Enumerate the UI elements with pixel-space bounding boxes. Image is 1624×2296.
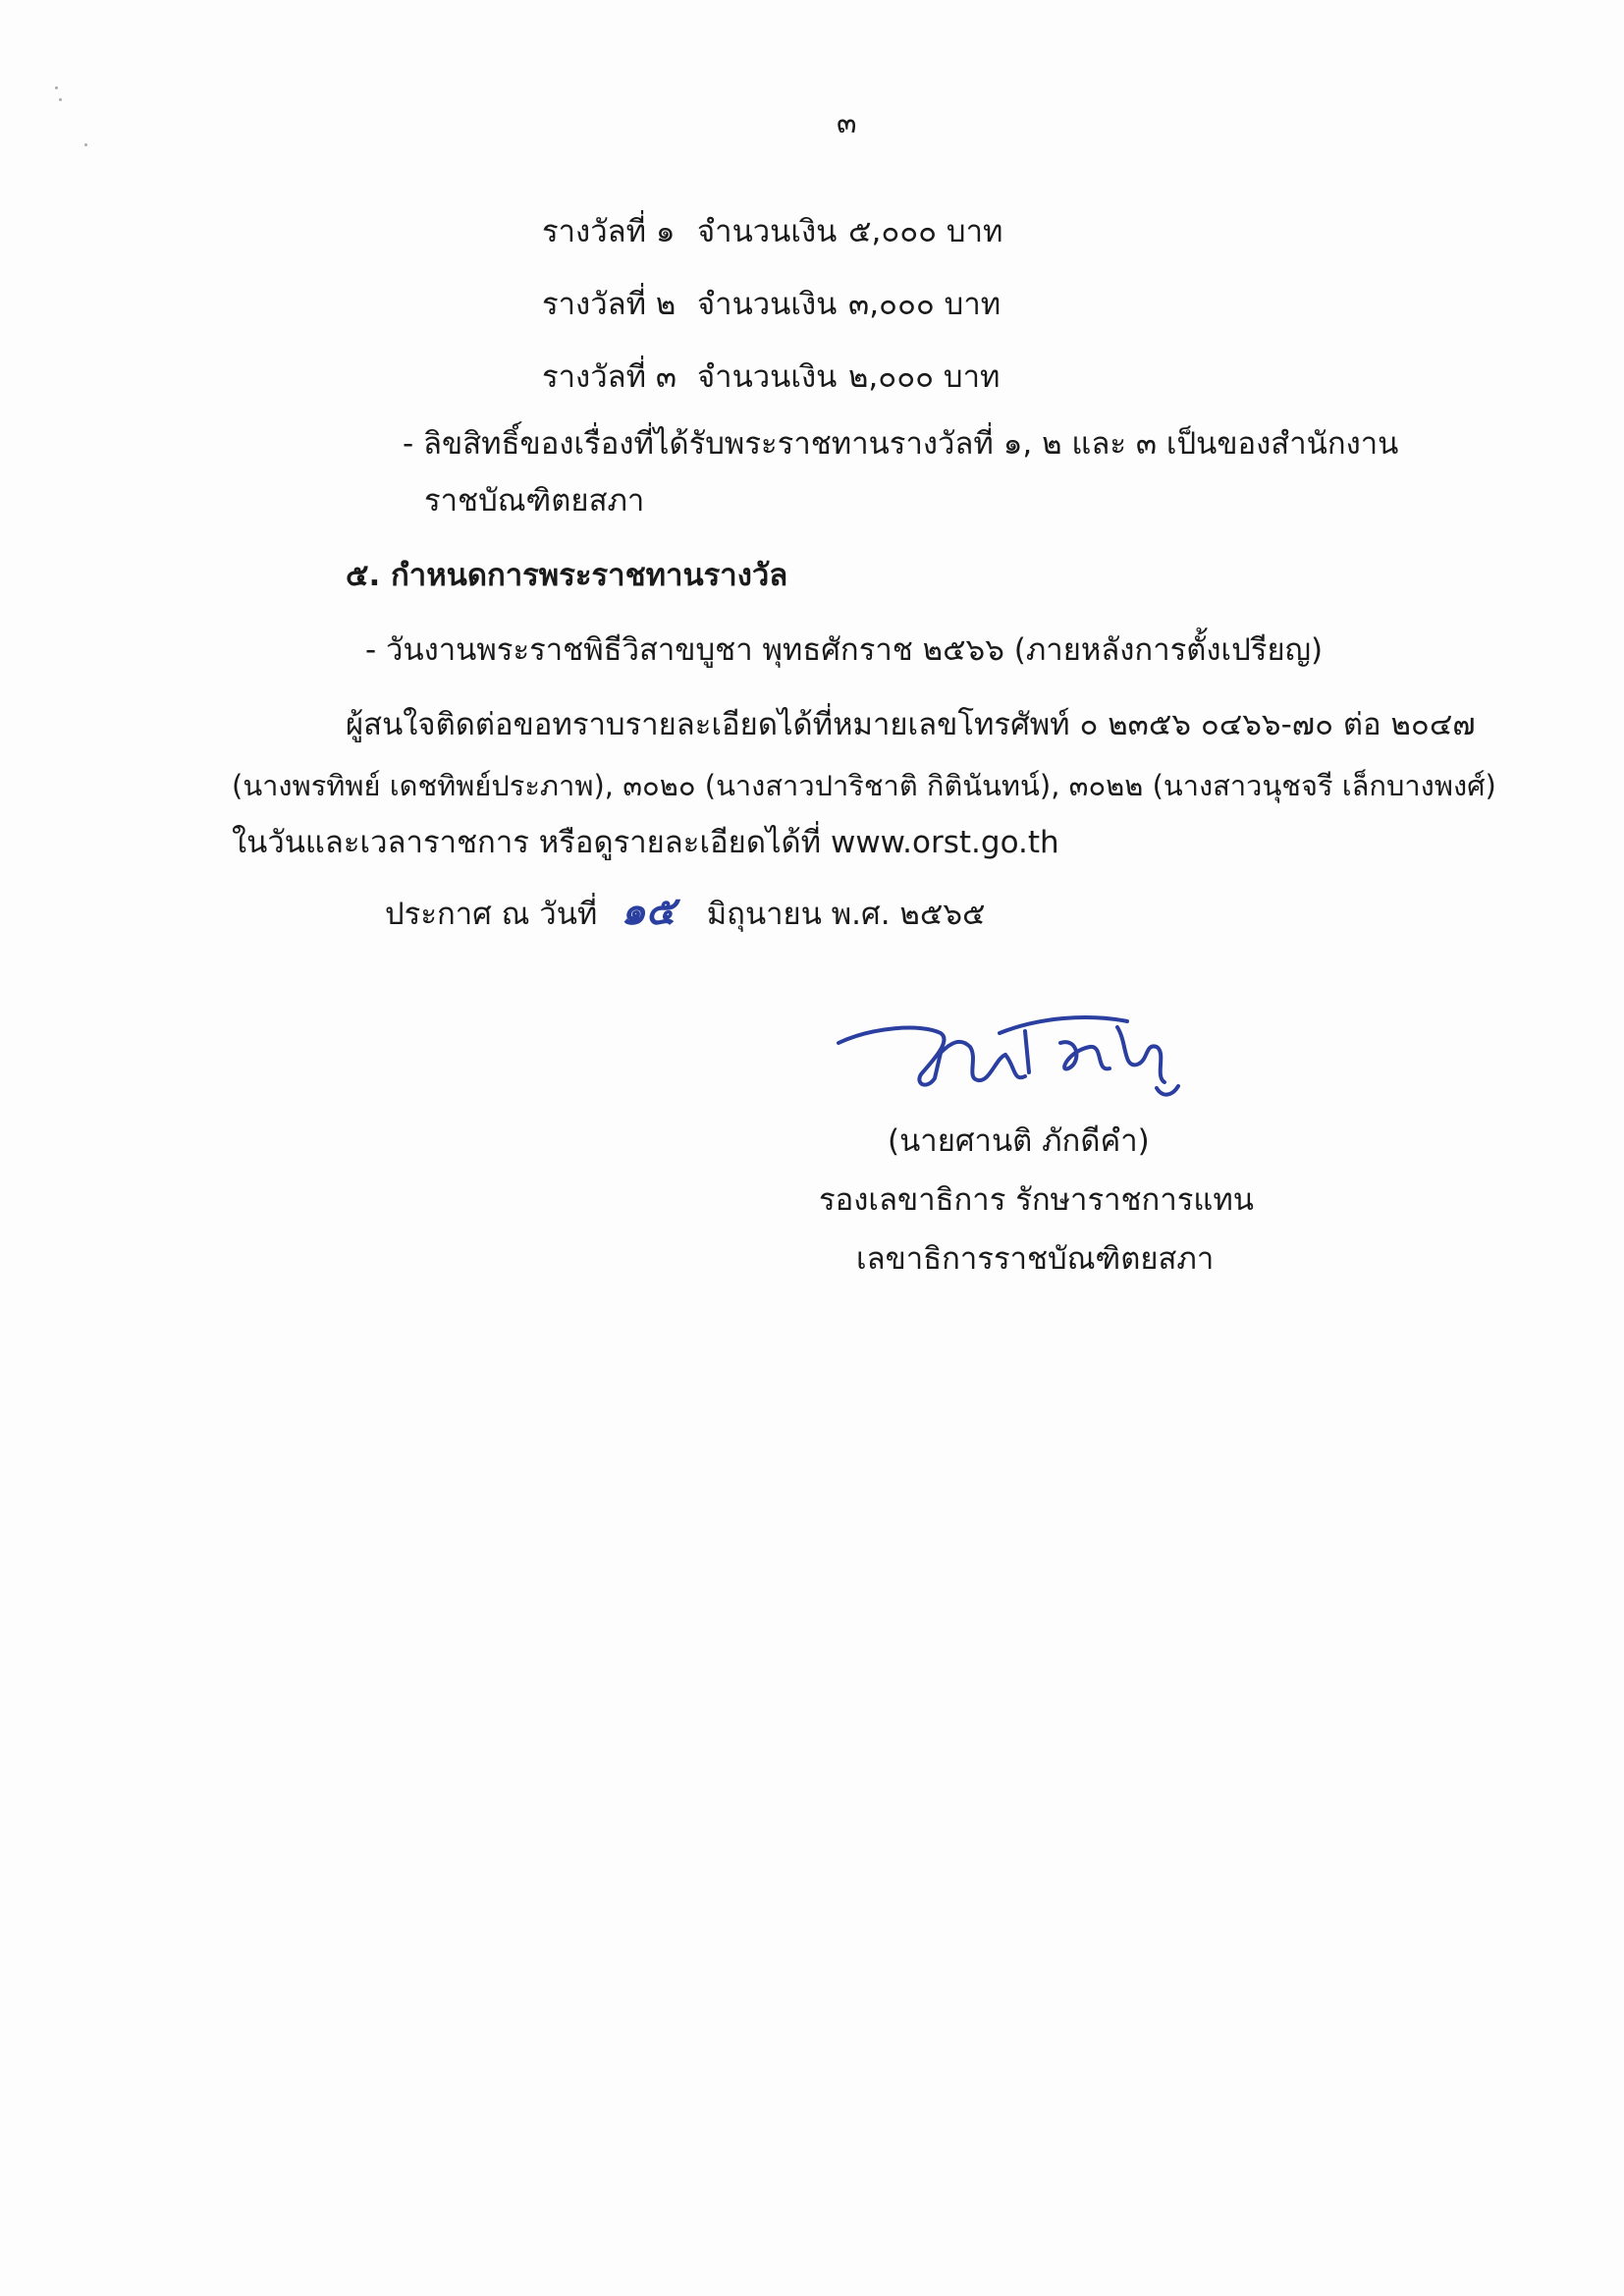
- signature-drawing: [833, 1004, 1186, 1121]
- section-5-item: - วันงานพระราชพิธีวิสาขบูชา พุทธศักราช ๒๕๖๖ (ภายหลังการตั้งเปรียญ): [365, 632, 1324, 668]
- prize-amount-label: จำนวนเงิน: [697, 287, 838, 322]
- signatory-position-1: รองเลขาธิการ รักษาราชการแทน: [819, 1182, 1254, 1218]
- contact-line-1: ผู้สนใจติดต่อขอทราบรายละเอียดได้ที่หมายเลขโทรศัพท์ ๐ ๒๓๕๖ ๐๔๖๖-๗๐ ต่อ ๒๐๔๗: [346, 707, 1476, 742]
- scan-speck: [59, 98, 62, 101]
- rights-line-2: ราชบัณฑิตยสภา: [424, 483, 645, 519]
- rights-line-1: - ลิขสิทธิ์ของเรื่องที่ได้รับพระราชทานรางวัลที่ ๑, ๒ และ ๓ เป็นของสำนักงาน: [403, 426, 1399, 462]
- contact-line-2: (นางพรทิพย์ เดชทิพย์ประภาพ), ๓๐๒๐ (นางสาวปาริชาติ กิตินันทน์), ๓๐๒๒ (นางสาวนุชจรี เล็กบางพงศ์): [232, 769, 1496, 802]
- contact-line-3: ในวันและเวลาราชการ หรือดูรายละเอียดได้ที่ www.orst.go.th: [232, 825, 1059, 860]
- announcement-prefix: ประกาศ ณ วันที่: [385, 897, 598, 932]
- prize-amount: ๒,๐๐๐ บาท: [848, 359, 1001, 395]
- announcement-date: [385, 888, 986, 935]
- signatory-position-2: เลขาธิการราชบัณฑิตยสภา: [856, 1241, 1215, 1277]
- signatory-name: (นายศานติ ภักดีคำ): [888, 1123, 1150, 1159]
- prize-label: รางวัลที่ ๑: [542, 214, 676, 249]
- scan-speck: [84, 143, 87, 146]
- prize-label: รางวัลที่ ๓: [542, 359, 677, 395]
- scan-speck: [55, 86, 58, 89]
- section-5-heading: ๕. กำหนดการพระราชทานรางวัล: [346, 558, 788, 593]
- prize-label: รางวัลที่ ๒: [542, 287, 677, 322]
- prize-amount-label: จำนวนเงิน: [697, 214, 838, 249]
- prize-amount: ๓,๐๐๐ บาท: [848, 287, 1001, 322]
- prize-amount: ๕,๐๐๐ บาท: [848, 214, 1003, 249]
- announcement-day: ๑๕: [621, 888, 676, 934]
- page-number: ๓: [837, 106, 857, 140]
- announcement-month-year: มิถุนายน พ.ศ. ๒๕๖๕: [706, 897, 986, 932]
- prize-amount-label: จำนวนเงิน: [697, 359, 838, 395]
- signature-image: [833, 1004, 1186, 1121]
